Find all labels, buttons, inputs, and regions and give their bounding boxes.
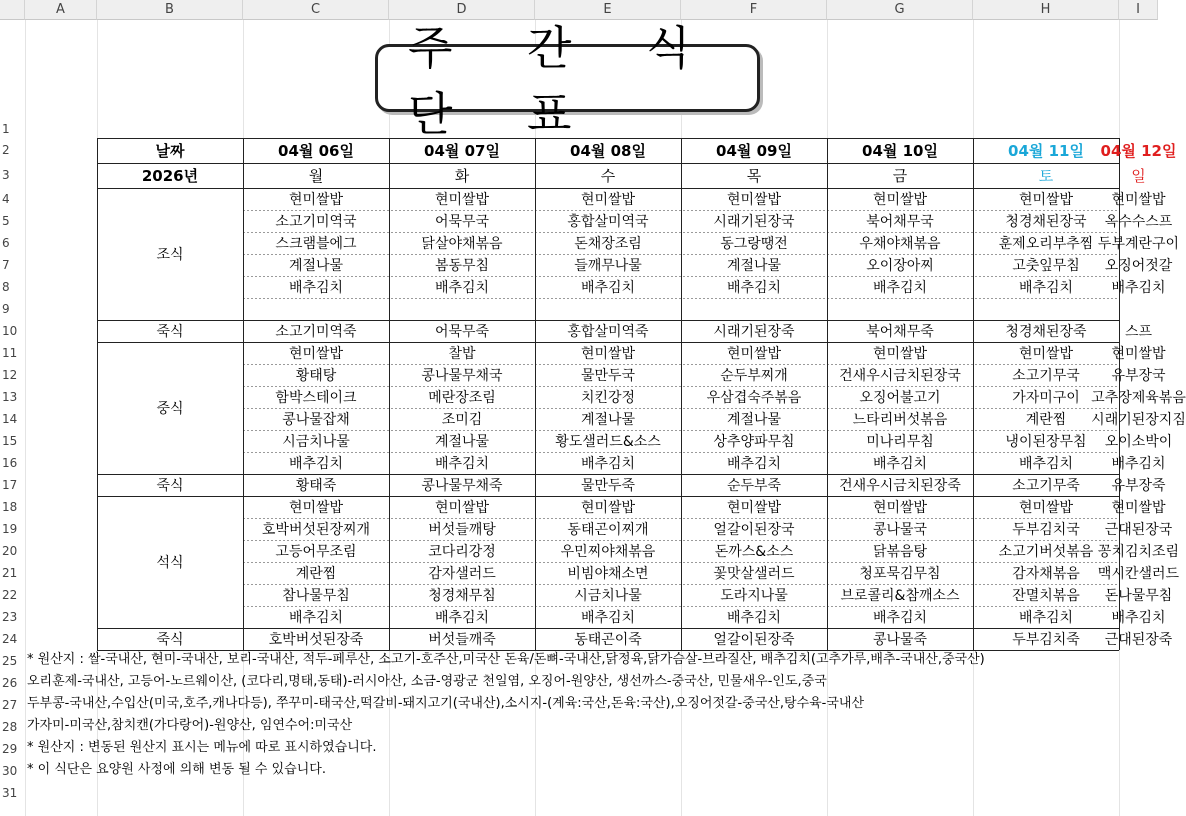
porridge-item: 유부장죽: [1111, 478, 1166, 494]
porridge-item: 근대된장죽: [1104, 632, 1173, 648]
column-header-d[interactable]: D: [389, 0, 535, 20]
date-cell: 04월 09일: [716, 142, 792, 160]
menu-item: [1119, 298, 1158, 320]
row-header-29[interactable]: 29: [0, 738, 25, 760]
menu-item: 고추장제육볶음: [1091, 390, 1186, 406]
menu-item: 콩나물국: [872, 522, 928, 538]
menu-item: 배추김치: [288, 610, 344, 626]
row-header-18[interactable]: 18: [0, 496, 25, 518]
menu-item: 계절나물: [288, 258, 344, 274]
row-header-12[interactable]: 12: [0, 364, 25, 386]
note-line: 가자미-미국산,참치캔(가다랑어)-원양산, 임연수어:미국산: [27, 718, 353, 733]
row-header-26[interactable]: 26: [0, 672, 25, 694]
menu-item: 현미쌀밥: [434, 500, 490, 516]
menu-item: 돈채장조림: [574, 236, 642, 252]
menu-item: 냉이된장무침: [1005, 434, 1087, 450]
menu-item: 두부김치국: [1012, 522, 1080, 538]
date-cell: 04월 07일: [424, 142, 500, 160]
year-label: 2026년: [141, 167, 199, 185]
menu-item: [535, 298, 681, 320]
porridge-item: 얼갈이된장죽: [713, 632, 795, 648]
menu-item: 계란찜: [295, 566, 337, 582]
menu-item: 봄동무침: [434, 258, 490, 274]
menu-item: 계절나물: [580, 412, 636, 428]
menu-item: 현미쌀밥: [1018, 500, 1074, 516]
date-cell: 04월 06일: [278, 142, 354, 160]
date-cell: 04월 12일: [1100, 142, 1177, 160]
menu-item: 황도샐러드&소스: [555, 434, 661, 450]
note-line: * 원산지 : 쌀-국내산, 현미-국내산, 보리-국내산, 적두-페루산, 소고기-호주산,미국산 돈육/돈뼈-국내산,닭정육,닭가슴살-브라질산, 배추김치(고추가루,배추-국내산,중국산): [27, 652, 985, 667]
porridge-item: 북어채무죽: [866, 324, 934, 340]
menu-item: 현미쌀밥: [580, 346, 636, 362]
menu-item: 얼갈이된장국: [713, 522, 795, 538]
menu-item: 오이장아찌: [866, 258, 934, 274]
menu-item: 계절나물: [434, 434, 490, 450]
porridge-item: 콩나물죽: [872, 632, 928, 648]
date-cell: 04월 10일: [862, 142, 938, 160]
menu-item: 현미쌀밥: [1111, 346, 1166, 362]
menu-item: 물만두국: [580, 368, 636, 384]
porridge-item: 건새우시금치된장죽: [839, 478, 961, 494]
row-header-11[interactable]: 11: [0, 342, 25, 364]
row-header-9[interactable]: 9: [0, 298, 25, 320]
menu-item: 계절나물: [726, 258, 782, 274]
menu-item: 상추양파무침: [713, 434, 795, 450]
menu-item: 돈나물무침: [1104, 588, 1173, 604]
note-line: * 이 식단은 요양원 사정에 의해 변동 될 수 있습니다.: [27, 762, 326, 777]
menu-item: 메란장조림: [428, 390, 496, 406]
row-header-8[interactable]: 8: [0, 276, 25, 298]
menu-item: 배추김치: [726, 456, 782, 472]
menu-item: [681, 298, 827, 320]
menu-item: 배추김치: [434, 456, 490, 472]
column-header-b[interactable]: B: [97, 0, 243, 20]
menu-item: 미나리무침: [866, 434, 934, 450]
menu-item: 현미쌀밥: [1018, 192, 1074, 208]
menu-item: 호박버섯된장찌개: [261, 522, 371, 538]
date-label: 날짜: [155, 142, 185, 160]
menu-item: 청경채된장국: [1005, 214, 1087, 230]
menu-item: 황태탕: [295, 368, 337, 384]
page-title: 주 간 식 단 표: [408, 21, 721, 141]
weekday-cell: 일: [1131, 167, 1146, 185]
row-header-5[interactable]: 5: [0, 210, 25, 232]
menu-item: 배추김치: [872, 280, 928, 296]
row-header-16[interactable]: 16: [0, 452, 25, 474]
menu-item: 배추김치: [1018, 610, 1074, 626]
row-header-30[interactable]: 30: [0, 760, 25, 782]
menu-item: 콩나물무채국: [421, 368, 503, 384]
porridge-item: 소고기미역죽: [275, 324, 357, 340]
menu-item: 배추김치: [580, 610, 636, 626]
menu-item: 소고기미역국: [275, 214, 357, 230]
row-header-2[interactable]: 2: [0, 138, 25, 163]
weekday-cell: 화: [454, 167, 470, 185]
row-header-31[interactable]: 31: [0, 782, 25, 804]
menu-item: 현미쌀밥: [1111, 192, 1166, 208]
menu-item: 현미쌀밥: [1111, 500, 1166, 516]
menu-item: 돈까스&소스: [714, 544, 794, 560]
porridge-item: 콩나물무채죽: [421, 478, 503, 494]
row-header-28[interactable]: 28: [0, 716, 25, 738]
porridge-item: 두부김치죽: [1012, 632, 1080, 648]
menu-item: 배추김치: [872, 610, 928, 626]
row-header-25[interactable]: 25: [0, 650, 25, 672]
menu-item: 청경채무침: [428, 588, 496, 604]
menu-item: 꽁치김치조림: [1097, 544, 1180, 560]
menu-item: 소고기버섯볶음: [998, 544, 1094, 560]
menu-item: 스크램블에그: [275, 236, 357, 252]
row-header-24[interactable]: 24: [0, 628, 25, 650]
title-box: [375, 21, 760, 141]
menu-item: 느타리버섯볶음: [852, 412, 948, 428]
menu-item: 조미김: [441, 412, 483, 428]
menu-item: 가자미구이: [1012, 390, 1080, 406]
menu-item: 현미쌀밥: [872, 500, 928, 516]
weekday-cell: 목: [746, 167, 762, 185]
menu-item: 배추김치: [580, 280, 636, 296]
menu-item: 배추김치: [1111, 456, 1166, 472]
menu-item: 배추김치: [1111, 610, 1166, 626]
menu-item: 현미쌀밥: [288, 192, 344, 208]
row-header-15[interactable]: 15: [0, 430, 25, 452]
menu-item: 배추김치: [434, 610, 490, 626]
menu-item: 유부장국: [1111, 368, 1166, 384]
menu-item: 두부계란구이: [1097, 236, 1180, 252]
note-line: * 원산지 : 변동된 원산지 표시는 메뉴에 따로 표시하였습니다.: [27, 740, 377, 755]
column-header-g[interactable]: G: [827, 0, 973, 20]
menu-item: 청포묵김무침: [859, 566, 941, 582]
menu-item: 배추김치: [434, 280, 490, 296]
menu-item: 현미쌀밥: [726, 346, 782, 362]
menu-item: 오징어젓갈: [1104, 258, 1173, 274]
menu-item: [389, 298, 535, 320]
menu-item: 현미쌀밥: [872, 192, 928, 208]
row-header-1[interactable]: 1: [0, 20, 25, 138]
menu-item: 북어채무국: [866, 214, 934, 230]
row-header-6[interactable]: 6: [0, 232, 25, 254]
menu-item: 건새우시금치된장국: [839, 368, 961, 384]
menu-item: [973, 298, 1119, 320]
row-header-4[interactable]: 4: [0, 188, 25, 210]
weekday-cell: 월: [308, 167, 324, 185]
menu-item: 도라지나물: [720, 588, 788, 604]
menu-item: 시금치나물: [282, 434, 350, 450]
column-header-i[interactable]: I: [1119, 0, 1158, 20]
menu-item: 현미쌀밥: [726, 500, 782, 516]
row-header-19[interactable]: 19: [0, 518, 25, 540]
menu-item: [243, 298, 389, 320]
lunch-label: 중식: [156, 401, 184, 417]
column-header-e[interactable]: E: [535, 0, 681, 20]
porridge-item: 버섯들깨죽: [428, 632, 496, 648]
menu-item: 비빔야채소면: [567, 566, 649, 582]
menu-item: 고춧잎무침: [1012, 258, 1080, 274]
menu-item: 들깨무나물: [574, 258, 642, 274]
porridge-item: 황태죽: [295, 478, 337, 494]
porridge-item: 물만두죽: [580, 478, 636, 494]
row-header-3[interactable]: 3: [0, 163, 25, 188]
menu-item: 어묵무국: [434, 214, 490, 230]
porridge-item: 순두부죽: [726, 478, 782, 494]
porridge-item: 동태곤이죽: [574, 632, 642, 648]
porridge-label: 죽식: [156, 632, 184, 648]
menu-item: 순두부찌개: [720, 368, 788, 384]
note-line: 두부콩-국내산,수입산(미국,호주,캐나다등), 쭈꾸미-태국산,떡갈비-돼지고기(국내산),소시지-(계육:국산,돈육:국산),오징어젓갈-중국산,탕수육-국내산: [27, 696, 865, 711]
menu-item: 고등어무조림: [275, 544, 357, 560]
menu-item: 근대된장국: [1104, 522, 1173, 538]
menu-item: 감자채볶음: [1012, 566, 1080, 582]
menu-item: 현미쌀밥: [580, 192, 636, 208]
date-cell: 04월 11일: [1008, 142, 1084, 160]
menu-item: 꽃맛살샐러드: [713, 566, 795, 582]
porridge-item: 소고기무죽: [1012, 478, 1080, 494]
note-line: 오리훈제-국내산, 고등어-노르웨이산, (코다리,명태,동태)-러시아산, 소금-영광군 천일염, 오징어-원양산, 생선까스-중국산, 민물새우-인도,중국: [27, 674, 827, 689]
menu-item: 닭볶음탕: [872, 544, 928, 560]
menu-item: 홍합살미역국: [567, 214, 649, 230]
menu-item: 배추김치: [1018, 456, 1074, 472]
column-header-a[interactable]: A: [25, 0, 97, 20]
menu-item: 동태곤이찌개: [567, 522, 649, 538]
porridge-item: 어묵무죽: [434, 324, 490, 340]
menu-item: 우민찌야채볶음: [560, 544, 656, 560]
menu-item: 코다리강정: [428, 544, 496, 560]
row-header-23[interactable]: 23: [0, 606, 25, 628]
date-cell: 04월 08일: [570, 142, 646, 160]
column-header-f[interactable]: F: [681, 0, 827, 20]
menu-item: 콩나물잡채: [282, 412, 350, 428]
menu-item: 소고기무국: [1012, 368, 1080, 384]
porridge-item: 시래기된장죽: [713, 324, 795, 340]
dinner-label: 석식: [156, 555, 184, 571]
menu-item: 배추김치: [726, 280, 782, 296]
menu-item: 오이소박이: [1104, 434, 1173, 450]
menu-item: 닭살야채볶음: [421, 236, 503, 252]
menu-item: 동그랑땡전: [720, 236, 788, 252]
menu-item: 잔멸치볶음: [1012, 588, 1080, 604]
menu-item: 우채야채볶음: [859, 236, 941, 252]
porridge-item: 홍합살미역죽: [567, 324, 649, 340]
menu-item: 배추김치: [726, 610, 782, 626]
porridge-item: 청경채된장죽: [1005, 324, 1087, 340]
weekday-cell: 금: [892, 167, 908, 185]
column-header-h[interactable]: H: [973, 0, 1119, 20]
menu-item: 감자샐러드: [428, 566, 496, 582]
menu-item: 맥시칸샐러드: [1097, 566, 1180, 582]
row-header-22[interactable]: 22: [0, 584, 25, 606]
menu-item: 훈제오리부추찜: [998, 236, 1094, 252]
menu-item: 함박스테이크: [275, 390, 357, 406]
porridge-item: 호박버섯된장죽: [268, 632, 364, 648]
menu-item: 배추김치: [288, 456, 344, 472]
menu-item: [827, 298, 973, 320]
row-header-14[interactable]: 14: [0, 408, 25, 430]
row-header-7[interactable]: 7: [0, 254, 25, 276]
menu-item: 배추김치: [872, 456, 928, 472]
menu-item: 배추김치: [288, 280, 344, 296]
weekday-cell: 수: [600, 167, 616, 185]
menu-item: 현미쌀밥: [434, 192, 490, 208]
menu-item: 옥수수스프: [1104, 214, 1173, 230]
menu-item: 현미쌀밥: [726, 192, 782, 208]
row-header-27[interactable]: 27: [0, 694, 25, 716]
menu-item: 현미쌀밥: [872, 346, 928, 362]
menu-item: 오징어불고기: [859, 390, 941, 406]
menu-item: 현미쌀밥: [580, 500, 636, 516]
menu-item: 계란찜: [1025, 412, 1067, 428]
menu-item: 우삼겹숙주볶음: [706, 390, 802, 406]
menu-item: 현미쌀밥: [288, 346, 344, 362]
row-header-21[interactable]: 21: [0, 562, 25, 584]
row-header-17[interactable]: 17: [0, 474, 25, 496]
menu-item: 브로콜리&참깨소스: [840, 588, 960, 604]
row-header-10[interactable]: 10: [0, 320, 25, 342]
menu-item: 배추김치: [1018, 280, 1074, 296]
breakfast-label: 조식: [156, 247, 184, 263]
menu-item: 시래기된장국: [713, 214, 795, 230]
menu-item: 배추김치: [1111, 280, 1166, 296]
row-header-13[interactable]: 13: [0, 386, 25, 408]
porridge-item: 스프: [1124, 324, 1153, 340]
row-header-20[interactable]: 20: [0, 540, 25, 562]
porridge-label: 죽식: [156, 478, 184, 494]
weekday-cell: 토: [1038, 167, 1054, 185]
menu-item: 치킨강정: [580, 390, 636, 406]
menu-item: 찰밥: [448, 346, 476, 362]
porridge-label: 죽식: [156, 324, 184, 340]
menu-item: 참나물무침: [282, 588, 350, 604]
column-header-c[interactable]: C: [243, 0, 389, 20]
menu-item: 현미쌀밥: [288, 500, 344, 516]
menu-item: 버섯들깨탕: [428, 522, 496, 538]
menu-item: 시금치나물: [574, 588, 642, 604]
menu-item: 시래기된장지짐: [1091, 412, 1186, 428]
menu-item: 계절나물: [726, 412, 782, 428]
menu-item: 현미쌀밥: [1018, 346, 1074, 362]
select-all-corner[interactable]: [0, 0, 25, 20]
menu-item: 배추김치: [580, 456, 636, 472]
